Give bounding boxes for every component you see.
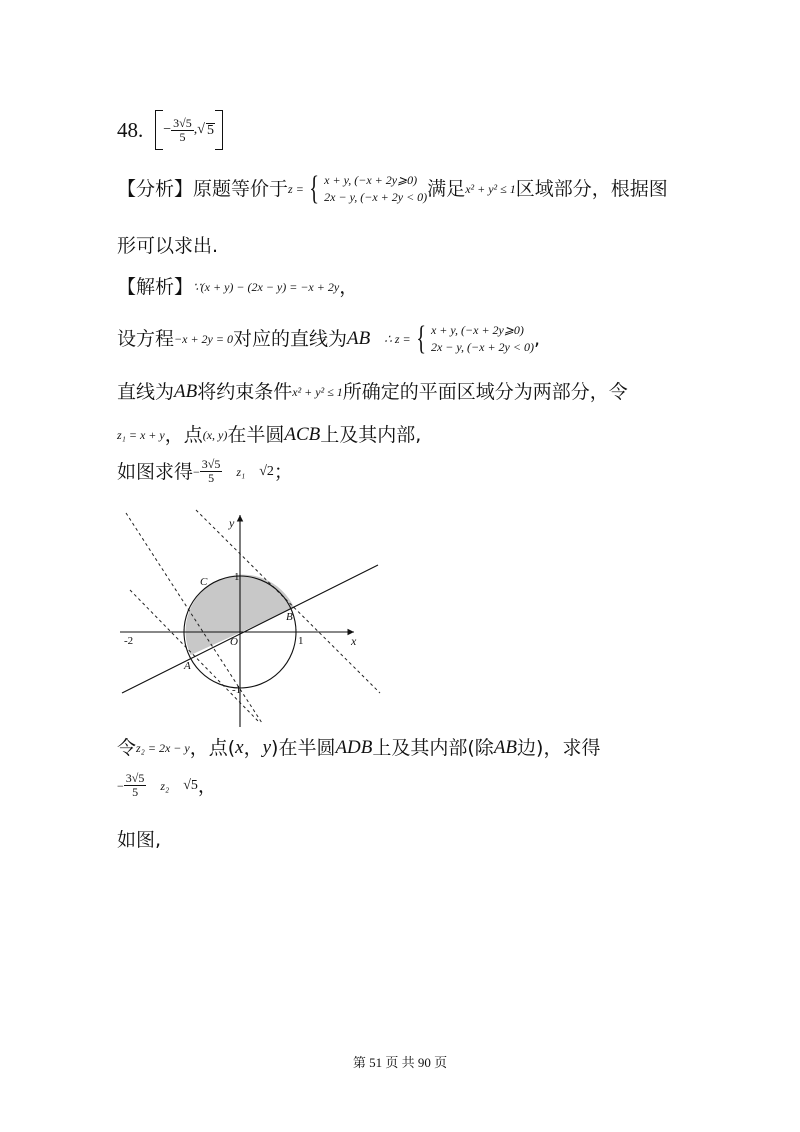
line-AB: AB [346,328,371,349]
line3-constraint: x² + y² ≤ 1 [292,385,343,399]
page-footer: 第 51 页 共 90 页 [352,1055,448,1070]
interval-left-fraction: $\frac{3√5}{5}$ [173,115,192,144]
edge-AB: AB [493,737,518,758]
inside-text-1: 上及其内部, [320,424,422,446]
fig-text: 如图求得 [117,460,194,483]
inside-text-2a: 上及其内部(除 [372,737,494,759]
solution-case-2: 2x − y, (−x + 2y < 0) [430,340,534,354]
y-axis-label: y [229,516,235,530]
solution-line-1 [117,275,358,299]
solution-because: ∵(x + y) − (2x − y) = −x + 2y [193,280,340,294]
interval-right: 5 [206,122,214,138]
coordinate-figure [118,505,388,730]
tick-label-x1: 1 [298,635,304,647]
line3-a: 直线为 [117,381,175,403]
semicircle-ACB: ACB [284,424,321,445]
analysis-constraint: x² + y² ≤ 1 [465,182,516,196]
solution-line-4 [117,423,421,447]
semicircle-text-1: 在半圆 [227,424,285,446]
analysis-line-2: 形可以求出. [117,235,219,257]
point2-text: ，点( [189,737,236,759]
solution-line-7: − $\frac{3√5}{5}$ z₂ √5 ， [117,771,217,799]
solution-case-1: x + y, (−x + 2y⩾0) [430,323,524,337]
analysis-piecewise: z = { x + y, (−x + 2y⩾0) 2x − y, (−x + 2y < 0) [288,170,428,207]
analysis-case-2: 2x − y, (−x + 2y < 0) [324,190,428,204]
z2-symbol: z₂ [160,778,170,793]
line3-b: 将约束条件 [197,381,293,403]
z1-max: √2 [259,463,274,479]
z1-symbol: z₁ [236,464,246,479]
semicircle-text-2: )在半圆 [271,737,336,759]
tick-label-neg2: -2 [124,635,134,647]
point2-x: x [235,737,244,758]
z2-min-fraction: $\frac{3√5}{5}$ [125,771,145,799]
z2-max: √5 [183,777,198,793]
analysis-label: 【分析】 [117,178,194,200]
let-text: 令 [117,737,137,759]
solution-line-3 [117,380,628,404]
problem-header: 48. − $\frac{3√5}{5}$ ,√ 5 [117,110,223,150]
interval-right-bracket [215,110,223,150]
line-equation: −x + 2y = 0 [174,332,233,346]
semicolon: ； [273,460,293,483]
analysis-line-1 [117,172,668,206]
analysis-text-1: 原题等价于 [193,178,289,200]
point-xy: (x, y) [202,428,228,442]
inside-text-2b: 边)，求得 [517,737,601,759]
comma: ， [339,276,359,298]
problem-number: 48. [117,117,144,142]
origin-label: O [230,636,238,648]
analysis-case-1: x + y, (−x + 2y⩾0) [324,173,418,187]
z1-min-fraction: $\frac{3√5}{5}$ [201,457,221,485]
solution-label: 【解析】 [117,276,194,298]
analysis-text-3: 区域部分，根据图 [515,178,668,200]
solution-piecewise: ∴ z = { x + y, (−x + 2y⩾0) 2x − y, (−x + 2y < 0) [384,320,534,357]
comma-2: ， [243,737,263,759]
corr-text: 对应的直线为 [232,328,347,350]
x-axis-label: x [351,634,357,648]
point-text: ，点 [164,424,203,446]
solution-line-6 [117,736,600,760]
line3-AB: AB [174,381,198,402]
line3-c: 所确定的平面区域分为两部分，令 [342,381,628,403]
point-A-label: A [184,660,191,672]
solution-line-5: 如图求得 − $\frac{3√5}{5}$ z₁ √2 ； [117,457,293,485]
comma-end: ， [197,774,217,797]
tick-label-y1: 1 [234,571,240,583]
point2-y: y [262,737,272,758]
semicircle-ADB: ADB [335,737,373,758]
solution-line-2: 设方程 −x + 2y = 0 对应的直线为 AB ∴ z = { x + y, (−x + 2y⩾0) 2x − y, (−x + 2y < 0) , [117,320,541,357]
tick-label-yneg1: -1 [232,684,242,696]
z1-definition: z₁ = x + y [117,428,165,442]
solution-line-8: 如图, [117,829,162,851]
set-text: 设方程 [117,328,175,350]
analysis-text-2: 满足 [427,178,466,200]
interval-left-bracket [155,110,163,150]
point-B-label: B [286,611,293,623]
z2-definition: z₂ = 2x − y [136,741,190,755]
point-C-label: C [200,576,208,588]
